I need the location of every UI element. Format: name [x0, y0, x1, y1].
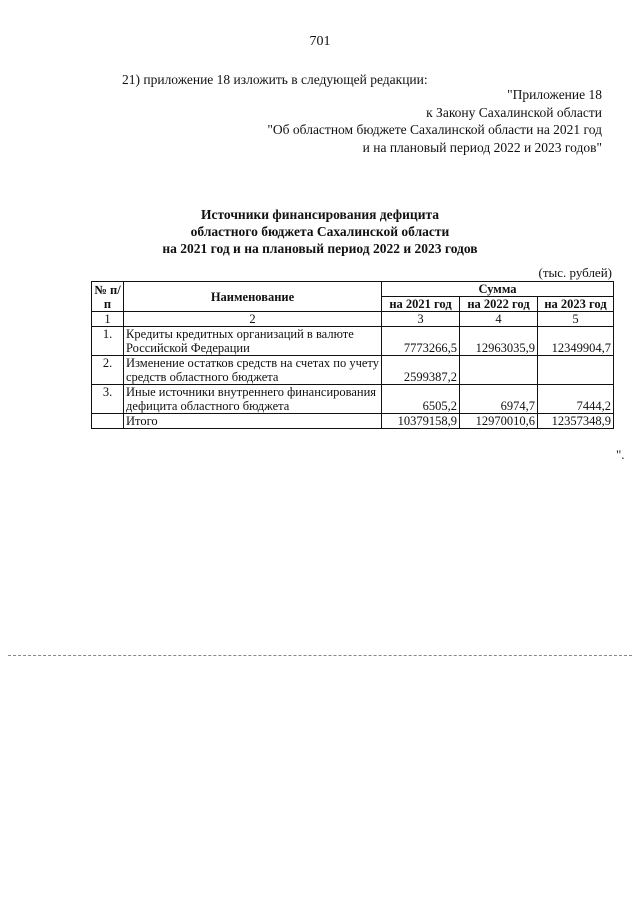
value-2021: 2599387,2: [382, 356, 460, 385]
value-2022: 6974,7: [460, 385, 538, 414]
page-number: 701: [309, 34, 331, 49]
title-line: Источники финансирования дефицита: [200, 207, 440, 222]
total-row: [92, 414, 614, 429]
value-2022: [460, 356, 538, 385]
header-row: [92, 282, 614, 297]
total-num: [92, 414, 124, 429]
value-2023: 7444,2: [538, 385, 614, 414]
header-sum: Сумма: [382, 282, 614, 297]
index-cell: 2: [124, 312, 382, 327]
row-name: Изменение остатков средств на счетах по учету средств областного бюджета: [124, 356, 382, 385]
closing-quote: ".: [616, 447, 625, 462]
title-line: областного бюджета Сахалинской области: [190, 224, 450, 239]
row-num: 3.: [92, 385, 124, 414]
appendix-line: к Закону Сахалинской области: [426, 104, 602, 120]
index-cell: 1: [92, 312, 124, 327]
deficit-sources-table: [91, 281, 614, 429]
index-cell: 4: [460, 312, 538, 327]
value-2022: 12963035,9: [460, 327, 538, 356]
value-2023: 12349904,7: [538, 327, 614, 356]
total-2022: 12970010,6: [460, 414, 538, 429]
total-2021: 10379158,9: [382, 414, 460, 429]
units-label: (тыс. рублей): [538, 265, 612, 280]
table-row: [92, 327, 614, 356]
appendix-reference: [242, 86, 602, 156]
header-2021: на 2021 год: [382, 297, 460, 312]
document-title: [0, 206, 640, 257]
header-2022: на 2022 год: [460, 297, 538, 312]
header-2023: на 2023 год: [538, 297, 614, 312]
appendix-line: "Об областном бюджете Сахалинской области на 2021 год: [267, 122, 602, 137]
header-name: Наименование: [124, 282, 382, 312]
total-2023: 12357348,9: [538, 414, 614, 429]
header-num: № п/п: [92, 282, 124, 312]
page-divider: [8, 655, 632, 656]
appendix-line: "Приложение 18: [507, 87, 602, 102]
row-name: Иные источники внутреннего финансирования дефицита областного бюджета: [124, 385, 382, 414]
total-label: Итого: [124, 414, 382, 429]
row-num: 2.: [92, 356, 124, 385]
value-2021: 7773266,5: [382, 327, 460, 356]
index-row: [92, 312, 614, 327]
index-cell: 5: [538, 312, 614, 327]
row-name: Кредиты кредитных организаций в валюте Российской Федерации: [124, 327, 382, 356]
title-line: на 2021 год и на плановый период 2022 и 2023 годов: [162, 241, 478, 256]
table-row: [92, 356, 614, 385]
intro-text: 21) приложение 18 изложить в следующей редакции:: [122, 72, 428, 87]
table-row: [92, 385, 614, 414]
row-num: 1.: [92, 327, 124, 356]
value-2023: [538, 356, 614, 385]
index-cell: 3: [382, 312, 460, 327]
appendix-line: и на плановый период 2022 и 2023 годов": [362, 139, 602, 155]
value-2021: 6505,2: [382, 385, 460, 414]
